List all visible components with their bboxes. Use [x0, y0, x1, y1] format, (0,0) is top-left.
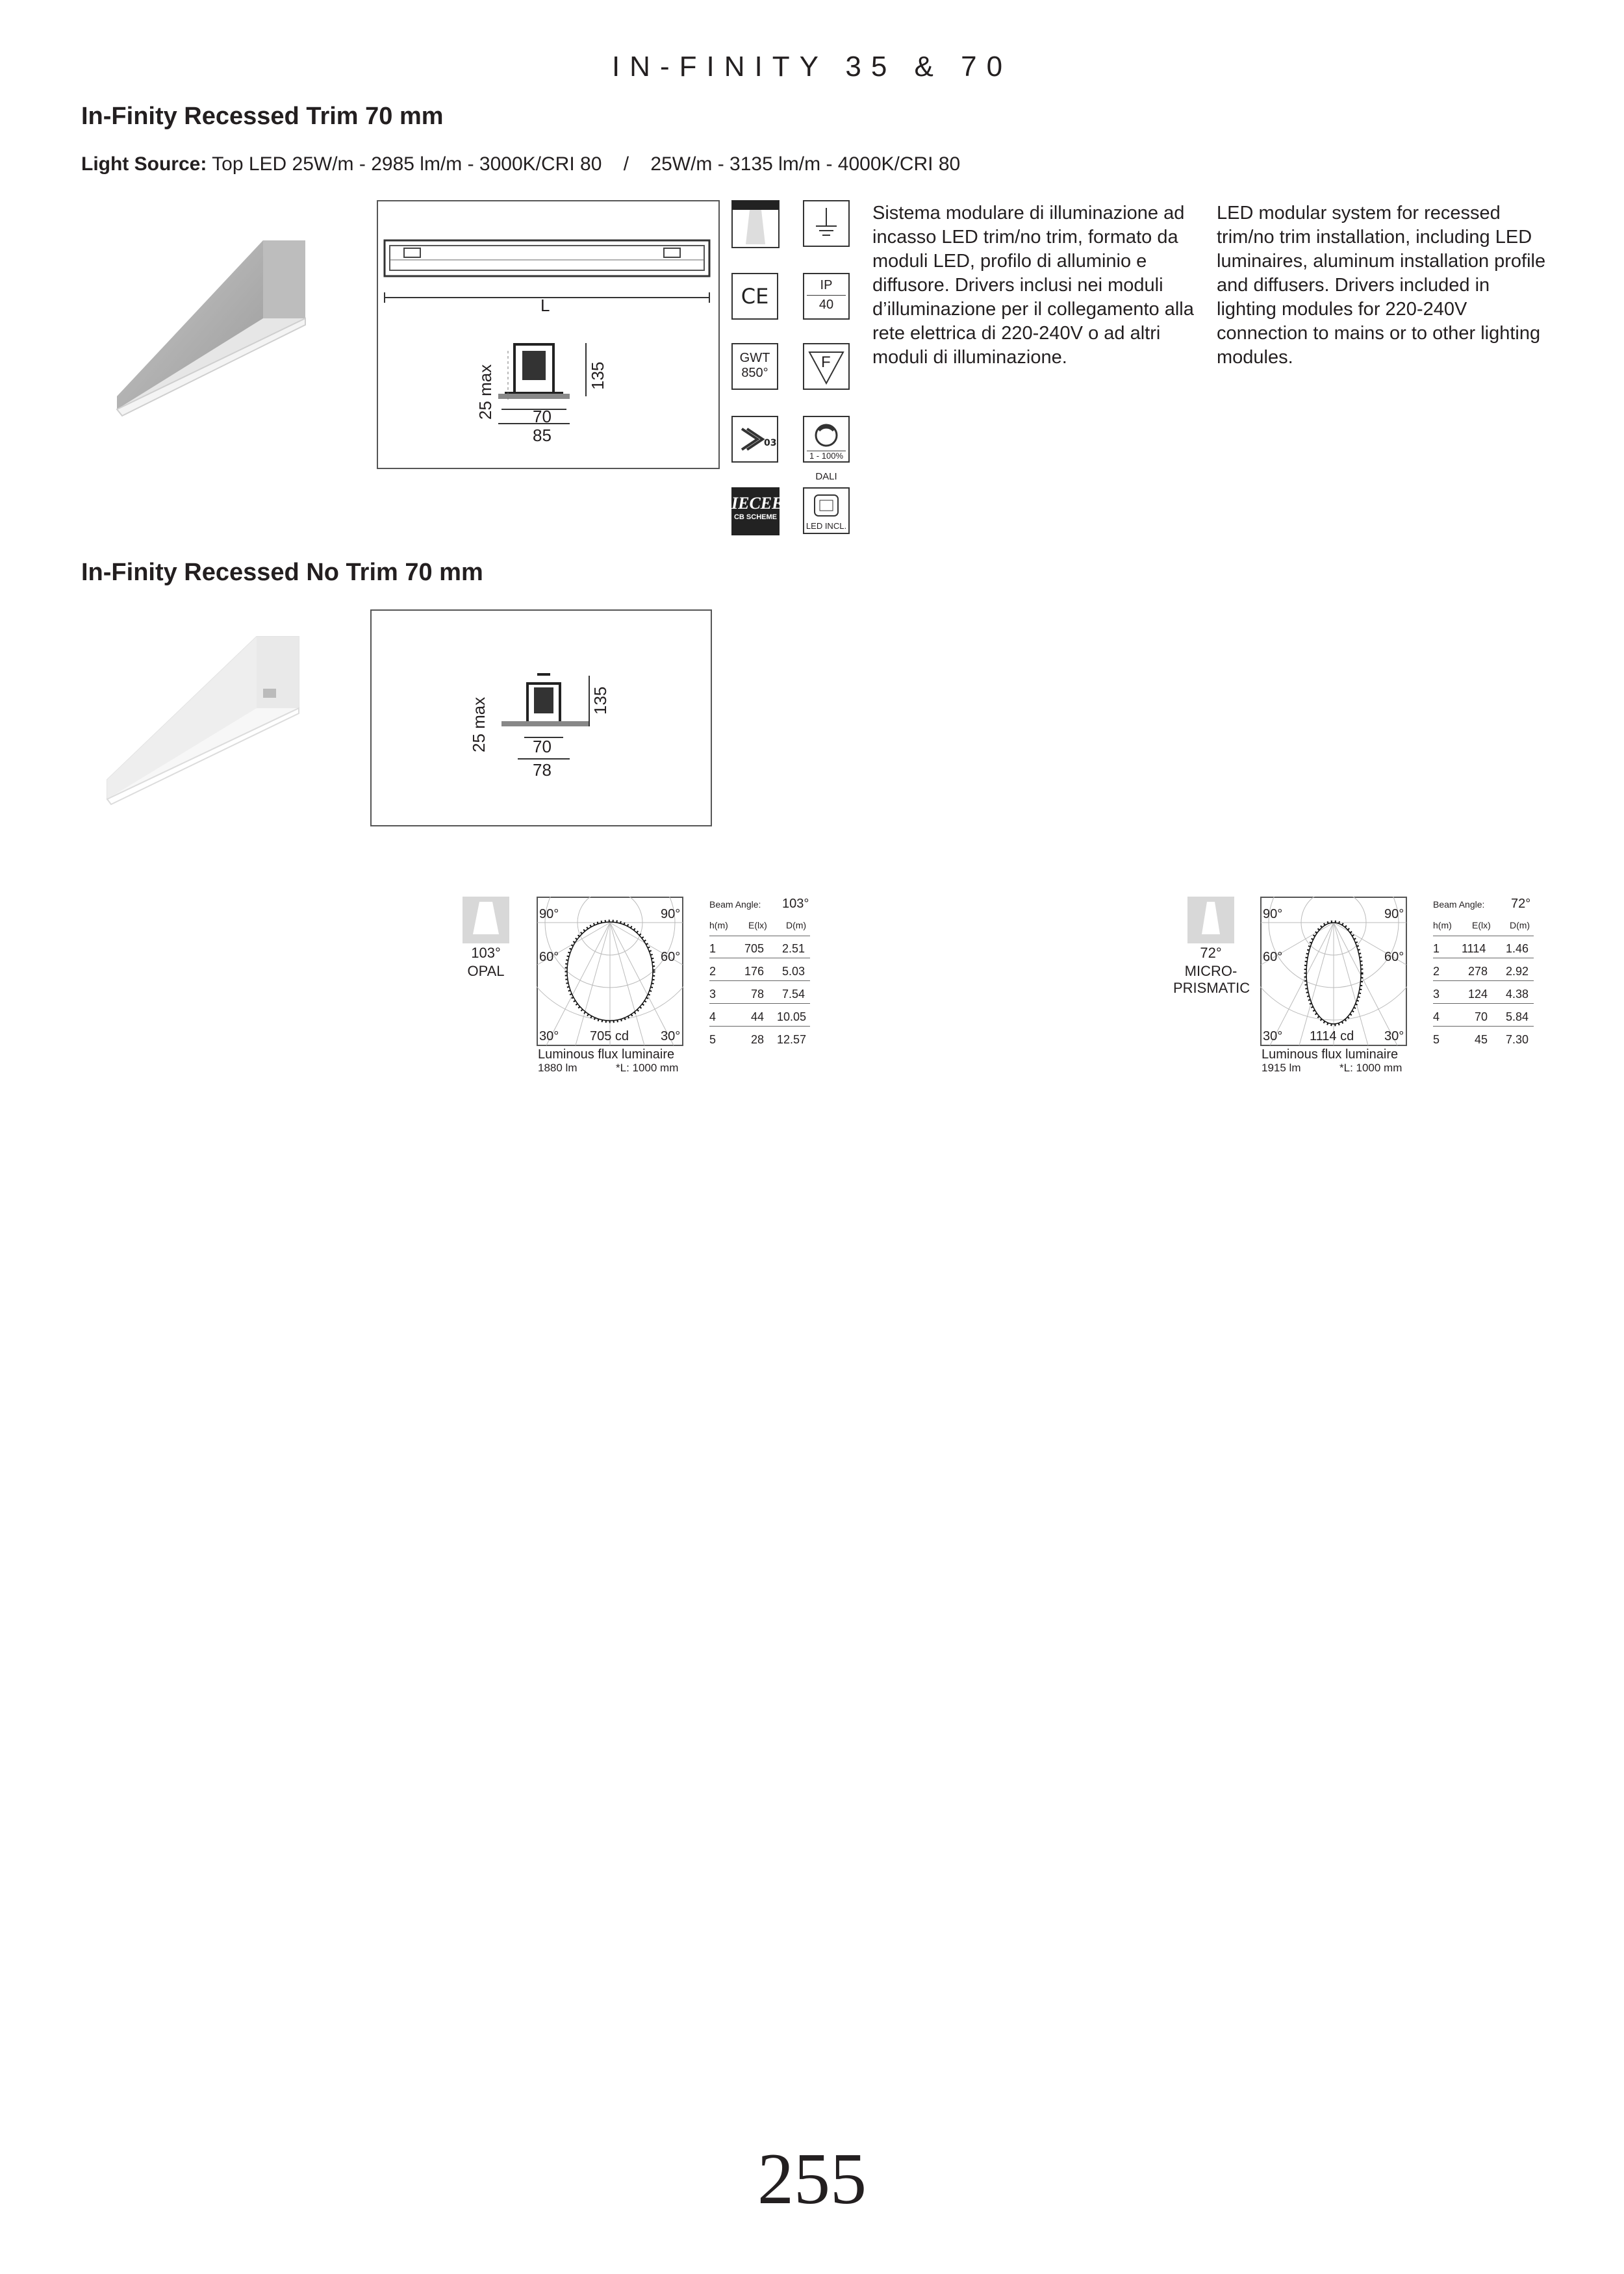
beam-icon-label-opal: 103° [471, 945, 501, 961]
table-row: 3 124 4.38 [1433, 986, 1534, 1004]
beam-angle-label-opal: Beam Angle: [709, 899, 761, 910]
earth-ground-icon [803, 200, 850, 247]
table-header-opal [709, 919, 810, 936]
gwt-value: 850° [741, 366, 768, 380]
flux-label-micro: Luminous flux luminaire [1262, 1047, 1399, 1062]
photometry-block-microprismatic [1173, 897, 1577, 1092]
angle-br-micro: 30° [1384, 1029, 1404, 1043]
product-photo-trim [110, 234, 325, 422]
beam-angle-icon-micro [1187, 897, 1234, 943]
section-title-no-trim: In-Finity Recessed No Trim 70 mm [81, 559, 483, 586]
angle-bl-opal: 30° [539, 1029, 559, 1043]
f-mark-label: F [821, 353, 831, 371]
dim-width-78: 78 [533, 760, 552, 780]
ip-label: IP [820, 278, 833, 292]
energy-class-icon [731, 416, 778, 463]
dimmable-icon [803, 416, 850, 463]
candela-label-micro: 1114 cd [1310, 1029, 1354, 1043]
light-source-text: Top LED 25W/m - 2985 lm/m - 3000K/CRI 80 / 25W/m - 3135 lm/m - 4000K/CRI 80 [212, 153, 961, 175]
col-h: h(m) [1433, 920, 1452, 930]
angle-mr-micro: 60° [1384, 950, 1404, 964]
flux-label-opal: Luminous flux luminaire [538, 1047, 675, 1062]
dim-25max: 25 max [476, 364, 495, 420]
col-d: D(m) [1510, 920, 1530, 930]
candela-label-opal: 705 cd [590, 1029, 629, 1043]
f-mark-icon [803, 343, 850, 390]
flux-value-micro: 1915 lm [1262, 1062, 1301, 1074]
table-row: 2 278 2.92 [1433, 964, 1534, 981]
dim-height-135: 135 [588, 361, 607, 390]
description-english: LED modular system for recessed trim/no trim installation, including LED luminaires, aluminum installation profile and diffusers. Drivers included in lighting modules for 220-240V connection to mains or to other lighting modules. [1217, 203, 1546, 368]
table-row: 3 78 7.54 [709, 986, 810, 1004]
iecee-label: IECEE [731, 494, 783, 513]
table-row: 5 28 12.57 [709, 1033, 807, 1046]
table-row: 1 1114 1.46 [1433, 941, 1534, 958]
section-title-trim: In-Finity Recessed Trim 70 mm [81, 103, 444, 130]
photometry-block-opal [463, 897, 852, 1092]
cb-scheme-label: CB SCHEME [733, 513, 777, 521]
light-source-label: Light Source: [81, 153, 207, 175]
angle-tl-micro: 90° [1263, 907, 1283, 921]
ce-mark-icon [731, 273, 778, 320]
beam-angle-value-micro: 72° [1511, 897, 1531, 911]
page-number: 255 [757, 2139, 867, 2219]
technical-drawing-trim [377, 200, 720, 469]
beam-angle-value-opal: 103° [782, 897, 809, 911]
led-incl-label: LED INCL. [806, 521, 847, 531]
angle-mr-opal: 60° [661, 950, 681, 964]
angle-ml-micro: 60° [1263, 950, 1283, 964]
svg-text:CE: CE [741, 284, 769, 309]
col-e: E(lx) [1472, 920, 1491, 930]
led-included-icon [803, 487, 850, 534]
col-d: D(m) [786, 920, 807, 930]
ip-value: 40 [818, 298, 834, 312]
length-note-micro: *L: 1000 mm [1339, 1062, 1402, 1074]
diffuser-label-opal: OPAL [467, 963, 505, 979]
technical-drawing-no-trim [370, 609, 712, 826]
ip-rating-icon [803, 273, 850, 320]
dim-range-label: 1 - 100% [809, 451, 844, 461]
dim-length-label: L [540, 296, 550, 315]
flux-value-opal: 1880 lm [538, 1062, 577, 1074]
beam-angle-label-micro: Beam Angle: [1433, 899, 1485, 910]
table-header-micro [1433, 919, 1534, 936]
beam-down-icon [731, 200, 780, 248]
description-italian: Sistema modulare di illuminazione ad incasso LED trim/no trim, formato da moduli LED, profilo di alluminio e diffusore. Drivers inclusi nei moduli d’illuminazione per il collegamento alla rete elettrica di 220-240V o ad altri moduli di illuminazione. [872, 203, 1194, 368]
table-row: 1 705 2.51 [709, 941, 810, 958]
angle-bl-micro: 30° [1263, 1029, 1283, 1043]
angle-br-opal: 30° [661, 1029, 681, 1043]
angle-tr-opal: 90° [661, 907, 681, 921]
angle-tr-micro: 90° [1384, 907, 1404, 921]
glow-wire-icon [731, 343, 778, 390]
illuminance-table-micro [1433, 897, 1537, 1046]
col-h: h(m) [709, 920, 728, 930]
table-row: 4 44 10.05 [709, 1009, 810, 1027]
energy-label: 03 [764, 438, 777, 448]
table-row: 2 176 5.03 [709, 964, 810, 981]
angle-ml-opal: 60° [539, 950, 559, 964]
beam-icon-label-micro: 72° [1200, 945, 1222, 961]
dim-width-70: 70 [533, 407, 552, 426]
dim-height-135-b: 135 [590, 686, 610, 715]
product-photo-no-trim [101, 630, 309, 812]
col-e: E(lx) [748, 920, 767, 930]
dim-width-85: 85 [533, 426, 552, 445]
table-row: 5 45 7.30 [1433, 1033, 1529, 1046]
iecee-cb-icon [731, 487, 783, 535]
light-source-line [81, 153, 960, 175]
diffuser-label-micro: MICRO- PRISMATIC [1173, 963, 1250, 996]
gwt-label: GWT [739, 351, 770, 365]
angle-tl-opal: 90° [539, 907, 559, 921]
table-row: 4 70 5.84 [1433, 1009, 1534, 1027]
illuminance-table-opal [709, 897, 813, 1046]
dim-25max-b: 25 max [469, 696, 488, 752]
dim-width-70-b: 70 [533, 737, 552, 756]
page-header-title: IN-FINITY 35 & 70 [611, 51, 1013, 83]
beam-angle-icon-opal [463, 897, 509, 943]
dali-label: DALI [815, 471, 837, 482]
length-note-opal: *L: 1000 mm [616, 1062, 679, 1074]
